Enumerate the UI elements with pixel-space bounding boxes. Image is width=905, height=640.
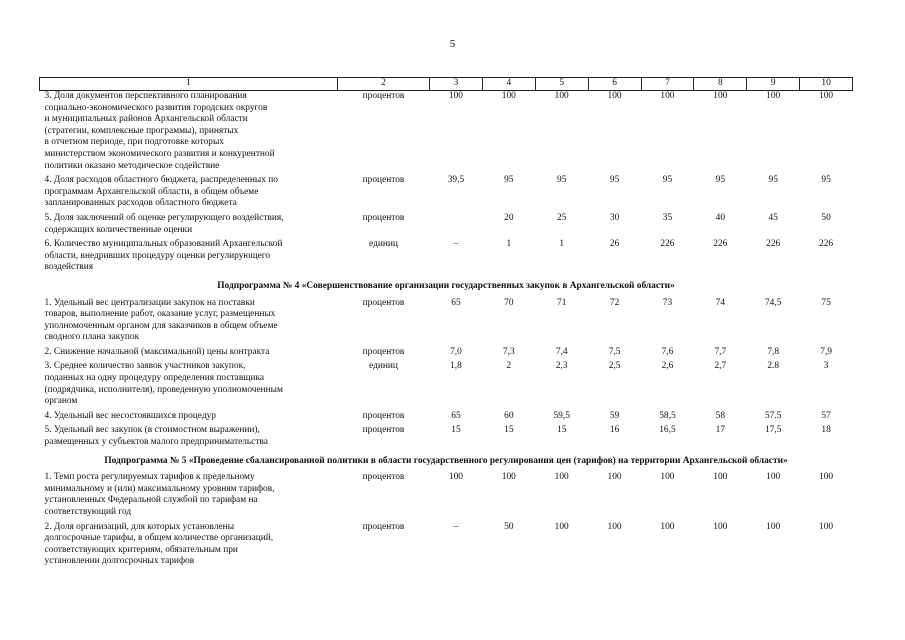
value-cell: 25 [557, 212, 567, 223]
value-cell: 7,4 [555, 346, 568, 357]
column-number-5: 5 [535, 78, 588, 91]
value-cell: 95 [821, 175, 831, 186]
indicators-table [39, 77, 853, 571]
value-cell: 100 [766, 521, 781, 532]
column-number-6: 6 [588, 78, 641, 91]
value-cell: 1,8 [450, 361, 462, 372]
table-row [40, 522, 853, 571]
value-cell: 16,5 [659, 425, 676, 436]
value-cell: 40 [715, 212, 725, 223]
table-row [40, 298, 853, 347]
unit-of-measure: процентов [362, 410, 405, 421]
value-cell: 70 [504, 297, 514, 308]
indicator-name: 2. Доля организаций, для которых установлены долгосрочные тарифы, в общем количестве организаций, соответствующих критериям, обязательным при установлении долгосрочных тарифов [44, 521, 274, 567]
value-cell: – [453, 239, 459, 250]
table-row [40, 411, 853, 426]
column-number-2: 2 [338, 78, 430, 91]
value-cell: 226 [766, 239, 781, 250]
table-row [40, 472, 853, 521]
value-cell: 50 [821, 212, 831, 223]
value-cell [430, 213, 483, 239]
unit-of-measure: процентов [362, 91, 405, 101]
value-cell: 72 [609, 297, 620, 308]
value-cell: 100 [819, 91, 834, 101]
value-cell: 75 [821, 297, 831, 308]
value-cell: 20 [504, 212, 514, 223]
column-number-10: 10 [800, 78, 853, 91]
value-cell: 15 [557, 425, 567, 436]
value-cell: 95 [768, 175, 778, 186]
indicator-name: 2. Снижение начальной (максимальной) цены контракта [44, 346, 270, 357]
table-row [40, 425, 853, 451]
indicator-name: 3. Доля документов перспективного планирования социально-экономического развития городских округов и муниципальных районов Архангельской области (стратегии, комплексные программы), принятых в отчетном периоде, при подготовке которых министерством экономического развития и конкурентной политики оказано методическое содействие [44, 91, 275, 171]
value-cell: 2,3 [555, 361, 568, 372]
value-cell: 35 [662, 212, 673, 223]
value-cell: 26 [609, 239, 620, 250]
unit-of-measure: процентов [362, 175, 405, 186]
value-cell: 15 [504, 425, 514, 436]
value-cell: 100 [819, 521, 834, 532]
value-cell: 17,5 [764, 425, 782, 436]
value-cell: 7,9 [820, 346, 832, 357]
value-cell: 65 [451, 410, 461, 421]
column-number-row [40, 78, 853, 91]
value-cell: 100 [660, 91, 675, 101]
value-cell: 100 [607, 472, 622, 483]
column-number-7: 7 [641, 78, 694, 91]
table-row [40, 91, 853, 176]
value-cell: 45 [768, 212, 778, 223]
unit-of-measure: процентов [362, 297, 405, 308]
unit-of-measure: процентов [362, 346, 405, 357]
column-number-1: 1 [40, 78, 338, 91]
value-cell: 3 [823, 361, 829, 372]
value-cell: – [453, 521, 459, 532]
value-cell: 2 [506, 361, 512, 372]
value-cell: 17 [715, 425, 725, 436]
value-cell: 50 [504, 521, 514, 532]
subprogram-heading-row [40, 452, 853, 473]
column-number-3: 3 [430, 78, 483, 91]
value-cell: 74,5 [764, 297, 782, 308]
table-row [40, 213, 853, 239]
value-cell: 226 [819, 239, 834, 250]
value-cell: 100 [766, 91, 781, 101]
value-cell: 100 [607, 521, 622, 532]
subprogram-heading-row [40, 277, 853, 298]
value-cell: 95 [557, 175, 567, 186]
value-cell: 57 [821, 410, 831, 421]
unit-of-measure: процентов [362, 472, 405, 483]
column-number-9: 9 [747, 78, 800, 91]
indicator-name: 1. Удельный вес централизации закупок на поставки товаров, выполнение работ, оказание услуг, размещенных уполномоченным органом для заказчиков в общем объеме сводного плана закупок [44, 297, 278, 343]
value-cell: 1 [559, 239, 565, 250]
value-cell: 39,5 [447, 175, 465, 186]
value-cell: 60 [504, 410, 514, 421]
value-cell: 2,6 [661, 361, 674, 372]
unit-of-measure: процентов [362, 425, 405, 436]
subprogram-title: Подпрограмма № 4 «Совершенствование организации государственных закупок в Архангельской области» [217, 280, 675, 291]
column-number-4: 4 [482, 78, 535, 91]
value-cell: 73 [662, 297, 673, 308]
table-header [40, 78, 853, 91]
value-cell: 15 [451, 425, 461, 436]
value-cell: 18 [821, 425, 831, 436]
value-cell: 2.8 [767, 361, 780, 372]
table-row [40, 175, 853, 213]
value-cell: 7,3 [502, 346, 515, 357]
value-cell: 7,8 [767, 346, 780, 357]
indicator-name: 6. Количество муниципальных образований Архангельской области, внедривших процедуру оценки регулирующего воздействия [44, 239, 283, 273]
value-cell: 100 [766, 472, 781, 483]
value-cell: 100 [554, 91, 569, 101]
table-body [40, 91, 853, 571]
column-number-8: 8 [694, 78, 747, 91]
value-cell: 95 [715, 175, 725, 186]
unit-of-measure: процентов [362, 521, 405, 532]
value-cell: 7,7 [714, 346, 727, 357]
value-cell: 95 [662, 175, 673, 186]
unit-of-measure: единиц [369, 239, 398, 250]
table-row [40, 347, 853, 362]
indicator-name: 4. Удельный вес несостоявшихся процедур [44, 410, 216, 421]
table-row [40, 239, 853, 277]
page-number: 5 [449, 38, 456, 50]
indicator-name: 3. Среднее количество заявок участников закупок, поданных на одну процедуру определения поставщика (подрядчика, исполнителя), проведенную уполномоченным органом [44, 361, 283, 407]
value-cell: 74 [715, 297, 725, 308]
subprogram-title: Подпрограмма № 5 «Проведение сбалансированной политики в области государственного регулирования цен (тарифов) на территории Архангельской области» [104, 455, 788, 466]
value-cell: 95 [504, 175, 514, 186]
value-cell: 7,0 [450, 346, 462, 357]
value-cell: 100 [554, 521, 569, 532]
value-cell: 226 [713, 239, 728, 250]
unit-of-measure: процентов [362, 212, 405, 223]
value-cell: 58 [715, 410, 725, 421]
value-cell: 7,5 [608, 346, 621, 357]
value-cell: 100 [713, 521, 728, 532]
value-cell: 65 [451, 297, 461, 308]
value-cell: 100 [607, 91, 622, 101]
value-cell: 100 [448, 91, 463, 101]
value-cell: 59 [609, 410, 620, 421]
value-cell: 1 [506, 239, 512, 250]
value-cell: 95 [609, 175, 620, 186]
value-cell: 100 [448, 472, 463, 483]
indicator-name: 1. Темп роста регулируемых тарифов к предельному минимальному и (или) максимальному уровням тарифов, установленных Федеральной службой по тарифам на соответствующий год [44, 472, 275, 517]
unit-of-measure: единиц [369, 361, 398, 372]
value-cell: 2,5 [608, 361, 621, 372]
indicator-name: 4. Доля расходов областного бюджета, распределенных по программам Архангельской области, в общем объеме запланированных расходов областного бюджета [44, 175, 278, 209]
value-cell: 100 [713, 472, 728, 483]
value-cell: 100 [660, 521, 675, 532]
value-cell: 100 [554, 472, 569, 483]
indicator-name: 5. Доля заключений об оценке регулирующего воздействия, содержащих количественные оценки [44, 212, 284, 235]
table-row [40, 361, 853, 410]
value-cell: 30 [609, 212, 620, 223]
value-cell: 100 [819, 472, 834, 483]
value-cell: 100 [501, 472, 516, 483]
value-cell: 57.5 [764, 410, 782, 421]
value-cell: 71 [557, 297, 567, 308]
value-cell: 2,7 [714, 361, 727, 372]
value-cell: 59,5 [553, 410, 570, 421]
indicator-name: 5. Удельный вес закупок (в стоимостном выражении), размещенных у субъектов малого предпринимательства [44, 425, 268, 448]
value-cell: 7,6 [661, 346, 674, 357]
value-cell: 16 [609, 425, 620, 436]
value-cell: 226 [660, 239, 675, 250]
value-cell: 100 [713, 91, 728, 101]
value-cell: 58,5 [659, 410, 676, 421]
value-cell: 100 [660, 472, 675, 483]
value-cell: 100 [501, 91, 516, 101]
